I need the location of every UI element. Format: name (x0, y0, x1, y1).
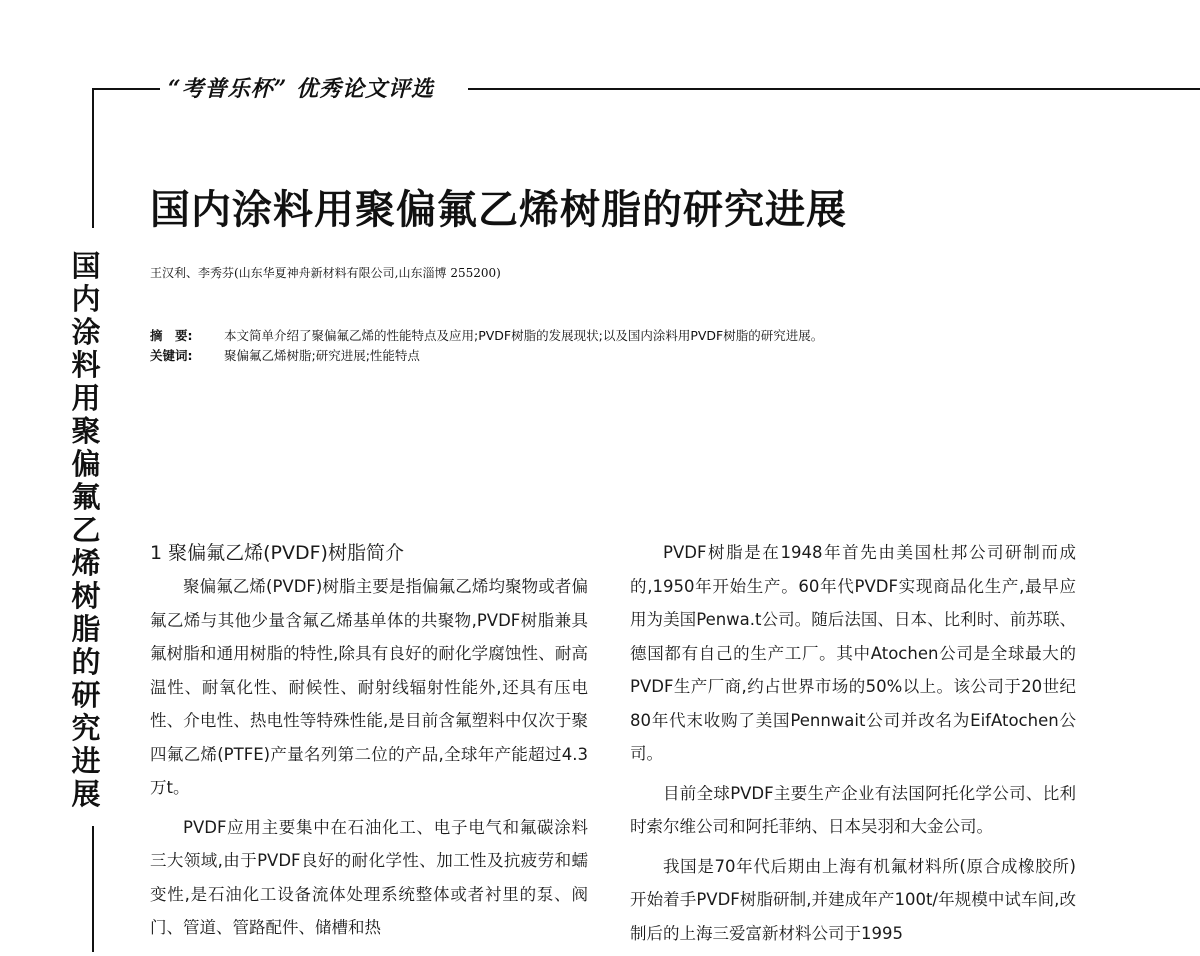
author-line: 王汉利、李秀芬(山东华夏神舟新材料有限公司,山东淄博 255200) (150, 266, 501, 280)
paragraph: 目前全球PVDF主要生产企业有法国阿托化学公司、比利时索尔维公司和阿托菲纳、日本吴羽和大金公司。 (630, 783, 1076, 836)
left-border-rule-top (92, 88, 94, 228)
paragraph: 我国是70年代后期由上海有机氟材料所(原合成橡胶所)开始着手PVDF树脂研制,并建成年产100t/年规模中试车间,改制后的上海三爱富新材料公司于1995 (630, 856, 1076, 943)
right-column (630, 536, 1076, 956)
left-border-rule-bottom (92, 826, 94, 952)
section-heading-1: 1 聚偏氟乙烯(PVDF)树脂简介 (150, 542, 404, 564)
abstract-block (150, 326, 990, 366)
abstract-text: 本文简单介绍了聚偏氟乙烯的性能特点及应用;PVDF树脂的发展现状;以及国内涂料用PVDF树脂的研究进展。 (224, 328, 824, 343)
abstract-row (150, 326, 990, 346)
header-rule-left (92, 88, 160, 90)
keywords-text: 聚偏氟乙烯树脂;研究进展;性能特点 (224, 348, 420, 363)
left-column (150, 536, 588, 951)
paragraph: 聚偏氟乙烯(PVDF)树脂主要是指偏氟乙烯均聚物或者偏氟乙烯与其他少量含氟乙烯基单体的共聚物,PVDF树脂兼具氟树脂和通用树脂的特性,除具有良好的耐化学腐蚀性、耐高温性、耐氧化性、耐候性、耐射线辐射性能外,还具有压电性、介电性、热电性等特殊性能,是目前含氟塑料中仅次于聚四氟乙烯(PTFE)产量名列第二位的产品,全球年产能超过4.3万t。 (150, 577, 588, 797)
side-title-vertical: 国内涂料用聚偏氟乙烯树脂的研究进展 (71, 249, 101, 811)
paragraph: PVDF树脂是在1948年首先由美国杜邦公司研制而成的,1950年开始生产。60年代PVDF实现商品化生产,最早应用为美国Penwa.t公司。随后法国、日本、比利时、前苏联、德国都有自己的生产工厂。其中Atochen公司是全球最大的PVDF生产厂商,约占世界市场的50%以上。该公司于20世纪80年代末收购了美国Pennwait公司并改名为EifAtochen公司。 (630, 543, 1076, 763)
paragraph: PVDF应用主要集中在石油化工、电子电气和氟碳涂料三大领域,由于PVDF良好的耐化学性、加工性及抗疲劳和蠕变性,是石油化工设备流体处理系统整体或者衬里的泵、阀门、管道、管路配件、储槽和热 (150, 817, 588, 937)
section-header: “考普乐杯” 优秀论文评选 (168, 76, 434, 102)
keywords-label: 关键词: (150, 348, 193, 363)
keywords-row (150, 346, 990, 366)
abstract-label: 摘 要: (150, 328, 193, 343)
article-title: 国内涂料用聚偏氟乙烯树脂的研究进展 (150, 187, 847, 233)
header-rule-right (468, 88, 1200, 90)
